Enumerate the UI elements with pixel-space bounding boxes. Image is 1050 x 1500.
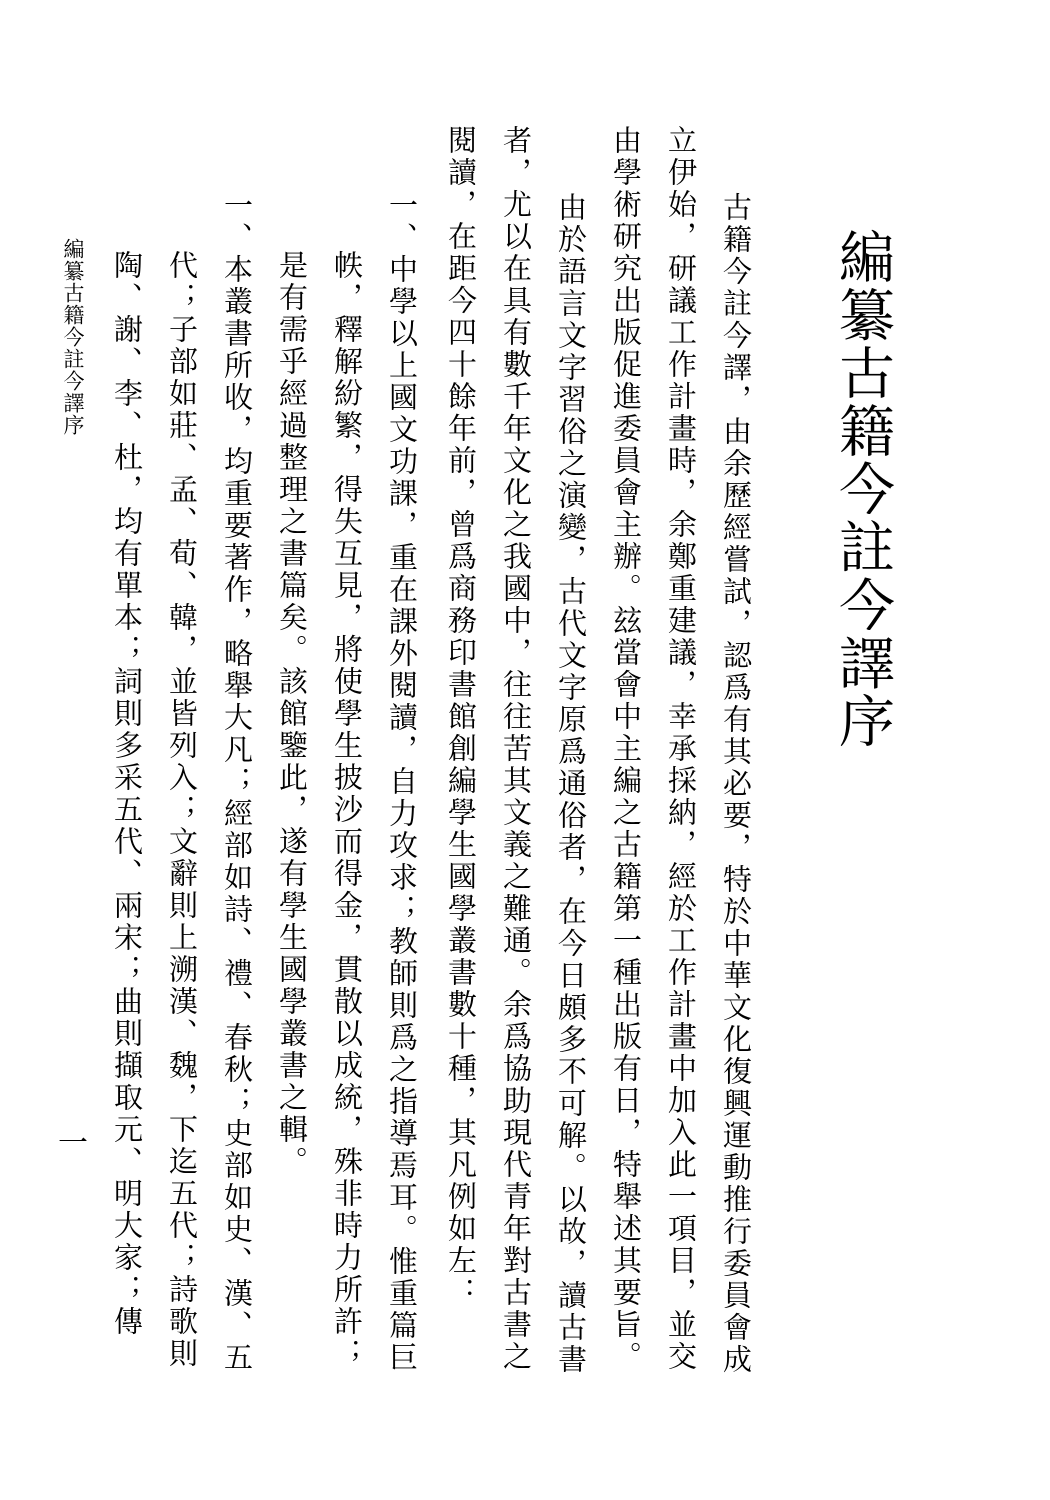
text-column: 一、中學以上國文功課，重在課外閱讀，自力攻求；教師則爲之指導焉耳。惟重篇巨 [385, 190, 419, 1374]
running-footer: 編纂古籍今註今譯序 [61, 238, 85, 436]
text-column: 陶、謝、李、杜，均有單本；詞則多采五代、兩宋；曲則擷取元、明大家；傳 [110, 250, 144, 1338]
text-column: 閱讀，在距今四十餘年前，曾爲商務印書館創編學生國學叢書數十種，其凡例如左： [444, 125, 478, 1309]
page-title: 編纂古籍今註今譯序 [830, 228, 895, 750]
text-column: 代；子部如莊、孟、荀、韓，並皆列入；文辭則上溯漢、魏，下迄五代；詩歌則 [165, 250, 199, 1370]
text-column: 一、本叢書所收，均重要著作，略舉大凡；經部如詩、禮、春秋；史部如史、漢、五 [220, 190, 254, 1374]
page-number: 一 [58, 1126, 88, 1161]
text-column: 由於語言文字習俗之演變，古代文字原爲通俗者，在今日頗多不可解。以故，讀古書 [554, 192, 588, 1376]
text-column: 立伊始，研議工作計畫時，余鄭重建議，幸承採納，經於工作計畫中加入此一項目，並交 [664, 125, 698, 1373]
text-column: 是有需乎經過整理之書篇矣。該館鑒此，遂有學生國學叢書之輯。 [275, 250, 309, 1178]
text-column: 古籍今註今譯，由余歷經嘗試，認爲有其必要，特於中華文化復興運動推行委員會成 [719, 192, 753, 1376]
text-column: 者，尤以在具有數千年文化之我國中，往往苦其文義之難通。余爲協助現代青年對古書之 [499, 125, 533, 1373]
text-column: 由學術研究出版促進委員會主辦。玆當會中主編之古籍第一種出版有日，特舉述其要旨。 [609, 125, 643, 1373]
text-column: 帙，釋解紛繁，得失互見，將使學生披沙而得金，貫散以成統，殊非時力所許； [330, 250, 364, 1370]
